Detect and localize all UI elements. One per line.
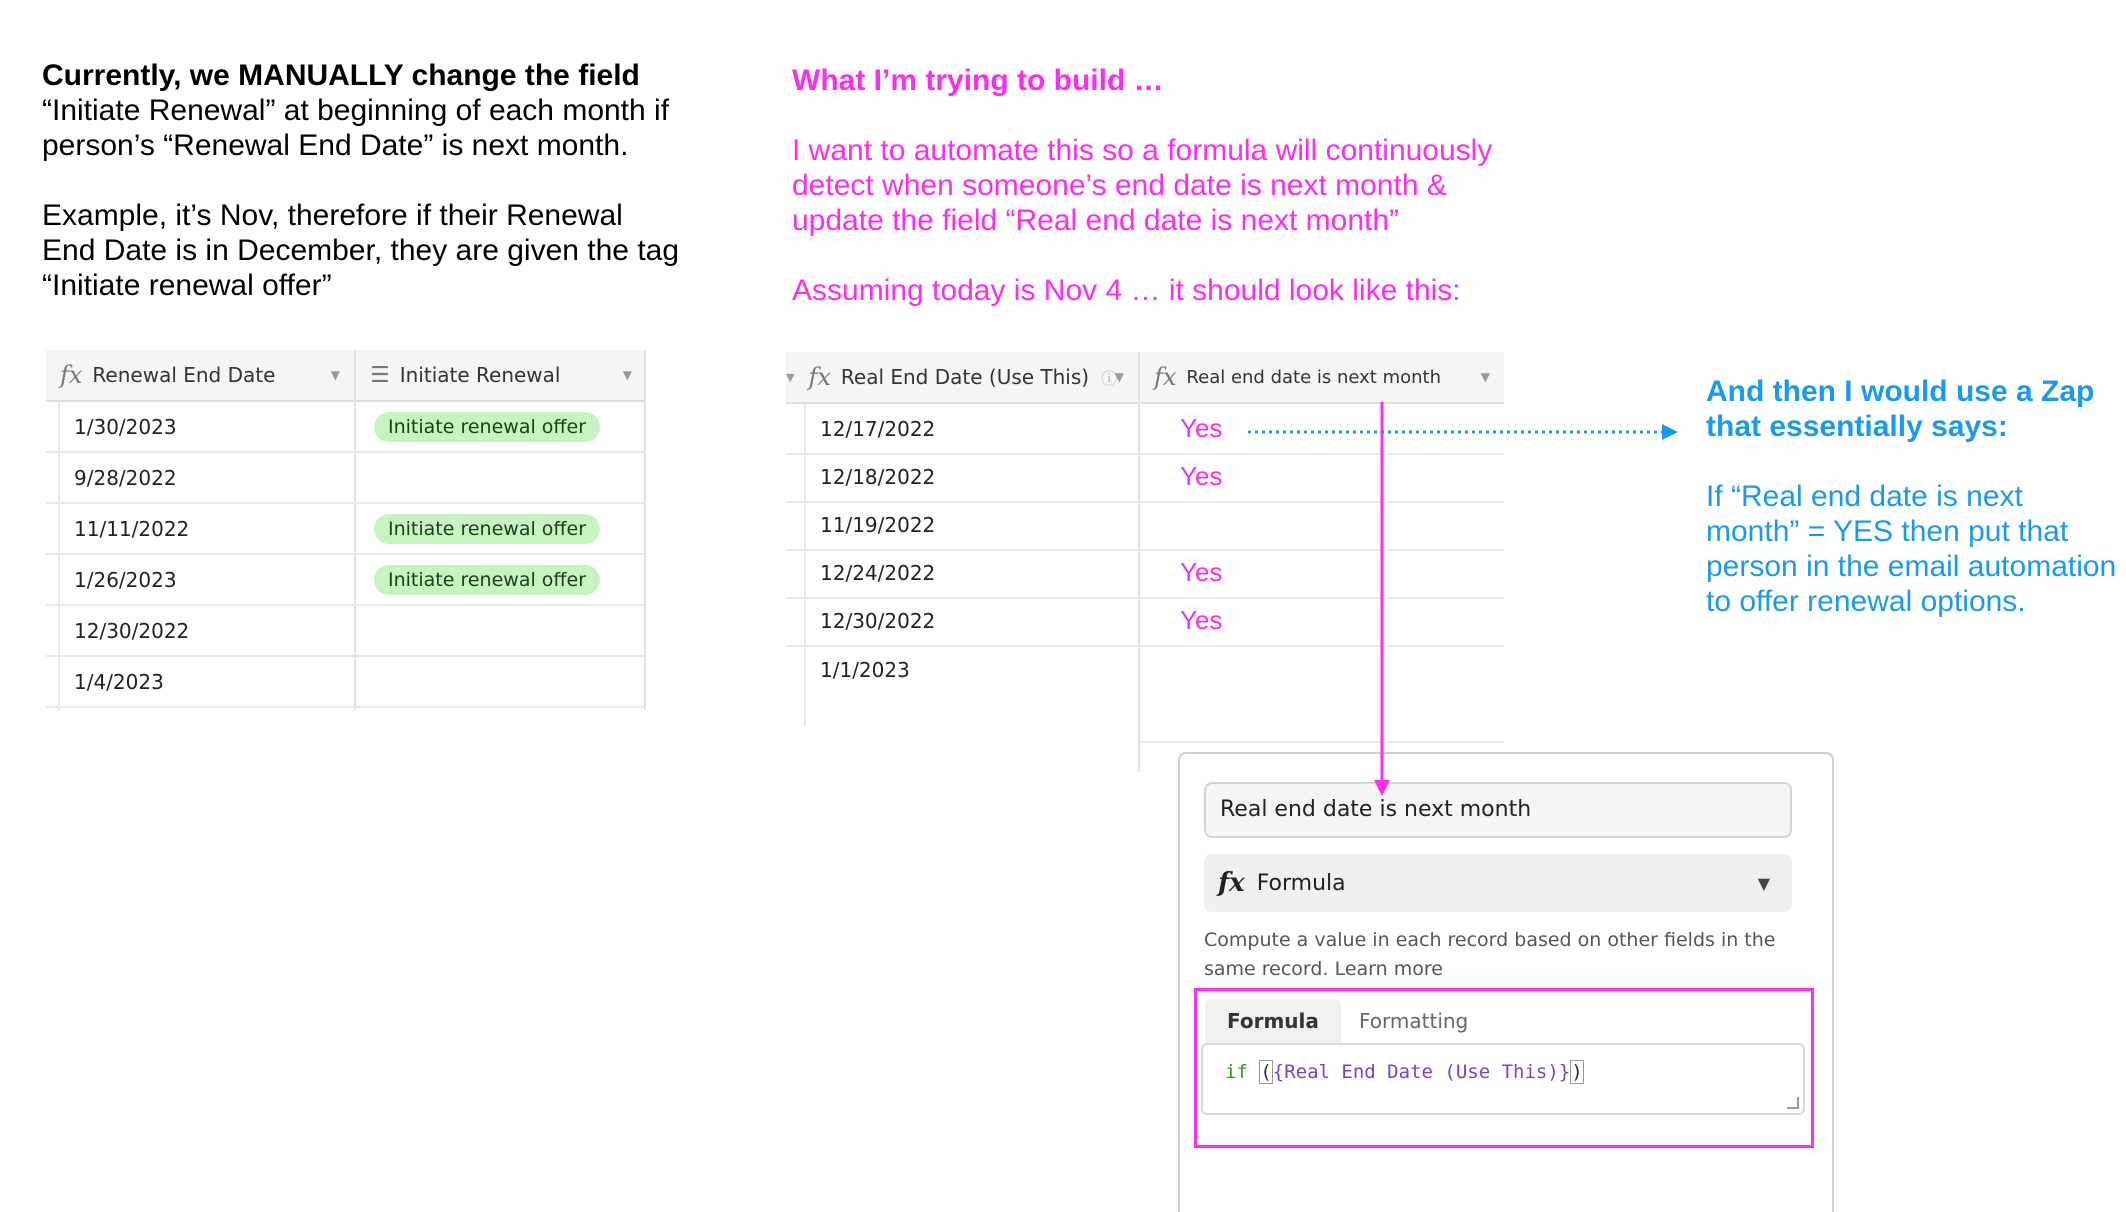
right-heading-2: that essentially says: <box>1706 410 2008 443</box>
yes-value: Yes <box>1180 461 1223 491</box>
field-type-select[interactable] <box>1204 854 1792 912</box>
column-header-label: Real end date is next month <box>1186 366 1442 388</box>
column-header-label: Renewal End Date <box>92 363 276 387</box>
table-row[interactable] <box>46 453 646 504</box>
chevron-down-icon[interactable]: ▼ <box>1114 370 1124 384</box>
mid-heading: What I’m trying to build … <box>792 64 1164 97</box>
field-type-label: Formula <box>1256 870 1346 896</box>
mid-line-1: I want to automate this so a formula will continuously <box>792 134 1493 167</box>
left-line-2: “Initiate Renewal” at beginning of each month if <box>42 94 670 127</box>
column-header-label: Initiate Renewal <box>399 363 561 387</box>
table-row[interactable] <box>46 606 646 657</box>
table-row[interactable] <box>786 596 1504 647</box>
date-cell: 1/4/2023 <box>74 669 164 694</box>
left-line-1: Currently, we MANUALLY change the field <box>42 59 640 92</box>
code-if: if <box>1225 1061 1248 1083</box>
date-cell: 1/1/2023 <box>820 657 910 682</box>
date-cell: 1/30/2023 <box>74 414 177 439</box>
table-row[interactable] <box>786 548 1504 599</box>
fx-icon: fx <box>808 363 831 391</box>
blue-arrowhead <box>1662 424 1678 440</box>
field-name-input[interactable]: Real end date is next month <box>1204 782 1792 838</box>
date-cell: 12/30/2022 <box>820 608 936 633</box>
table-row[interactable] <box>786 500 1504 551</box>
tag-pill: Initiate renewal offer <box>374 565 600 595</box>
table-row[interactable] <box>786 452 1504 503</box>
tag-pill: Initiate renewal offer <box>374 412 600 442</box>
fx-icon: fx <box>60 361 83 389</box>
column-header-label: Real End Date (Use This) <box>840 365 1090 389</box>
table-row[interactable] <box>46 657 646 708</box>
yes-value: Yes <box>1180 605 1223 635</box>
column-header-renewal-end-date[interactable] <box>46 350 354 402</box>
resize-handle[interactable] <box>1787 1097 1799 1109</box>
info-icon[interactable]: ⓘ <box>1101 368 1118 388</box>
real-end-date-table <box>786 352 1504 772</box>
code-close-paren: ) <box>1571 1061 1583 1083</box>
left-line-3: person’s “Renewal End Date” is next month. <box>42 129 629 162</box>
date-cell: 11/11/2022 <box>74 516 190 541</box>
yes-value: Yes <box>1180 413 1223 443</box>
right-heading-1: And then I would use a Zap <box>1706 375 2095 408</box>
table-row[interactable] <box>46 555 646 606</box>
table-row[interactable] <box>786 644 1504 695</box>
left-line-6: “Initiate renewal offer” <box>42 269 332 302</box>
formula-editor[interactable] <box>1201 1043 1805 1115</box>
chevron-down-icon: ▼ <box>1757 873 1770 893</box>
mid-line-2: detect when someone’s end date is next month & <box>792 169 1447 202</box>
fx-icon: fx <box>1218 868 1245 898</box>
field-description <box>1204 926 1804 984</box>
table-row[interactable] <box>46 402 646 453</box>
middle-explanation <box>792 63 1512 308</box>
chevron-down-icon[interactable]: ▼ <box>330 368 340 382</box>
column-header-next-month[interactable] <box>1140 352 1504 404</box>
code-open-paren: ( <box>1260 1061 1272 1083</box>
date-cell: 12/17/2022 <box>820 416 936 441</box>
right-line-1: If “Real end date is next <box>1706 480 2023 513</box>
field-config-modal <box>1178 752 1834 1212</box>
right-line-3: person in the email automation <box>1706 550 2117 583</box>
date-cell: 9/28/2022 <box>74 465 177 490</box>
renewal-table <box>46 350 646 710</box>
formula-highlight-box <box>1194 988 1814 1148</box>
left-explanation <box>42 58 682 303</box>
mid-line-4: Assuming today is Nov 4 … it should look like this: <box>792 274 1461 307</box>
date-cell: 12/24/2022 <box>820 560 936 585</box>
column-header-initiate-renewal[interactable] <box>356 350 646 402</box>
right-line-2: month” = YES then put that <box>1706 515 2069 548</box>
left-line-5: End Date is in December, they are given the tag <box>42 234 680 267</box>
left-line-4: Example, it’s Nov, therefore if their Renewal <box>42 199 623 232</box>
column-header-real-end-date[interactable] <box>786 352 1138 404</box>
tab-formatting[interactable]: Formatting <box>1359 1009 1469 1033</box>
code-field-ref: {Real End Date (Use This)} <box>1272 1061 1571 1083</box>
learn-more-link[interactable]: Learn more <box>1334 958 1443 980</box>
fx-icon: fx <box>1154 363 1177 391</box>
date-cell: 12/30/2022 <box>74 618 190 643</box>
list-icon: ☰ <box>370 362 390 388</box>
table-row[interactable] <box>786 404 1504 455</box>
table-row[interactable] <box>46 504 646 555</box>
chevron-down-icon: ▼ <box>786 370 795 384</box>
date-cell: 11/19/2022 <box>820 512 936 537</box>
table-row <box>1140 692 1504 743</box>
mid-line-3: update the field “Real end date is next month” <box>792 204 1400 237</box>
right-explanation <box>1706 374 2126 619</box>
description-text: Compute a value in each record based on other fields in the same record. <box>1204 929 1776 980</box>
right-line-4: to offer renewal options. <box>1706 585 2026 618</box>
yes-value: Yes <box>1180 557 1223 587</box>
chevron-down-icon[interactable]: ▼ <box>622 368 632 382</box>
tag-pill: Initiate renewal offer <box>374 514 600 544</box>
date-cell: 1/26/2023 <box>74 567 177 592</box>
date-cell: 12/18/2022 <box>820 464 936 489</box>
tab-formula[interactable]: Formula <box>1205 999 1341 1043</box>
chevron-down-icon[interactable]: ▼ <box>1480 370 1490 384</box>
